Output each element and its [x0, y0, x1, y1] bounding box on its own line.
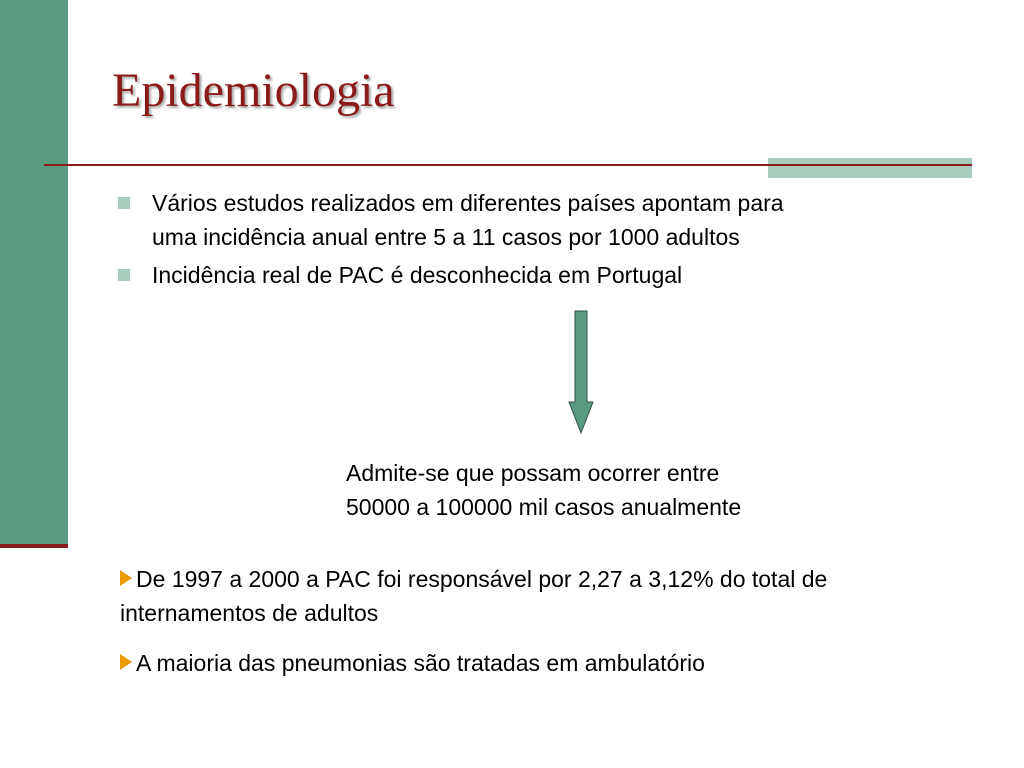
slide-title: Epidemiologia [112, 64, 395, 117]
left-accent-bar-base [0, 544, 68, 548]
point-text: A maioria das pneumonias são tratadas em ambulatório [136, 650, 705, 676]
bullet-item [118, 258, 948, 292]
left-accent-bar [0, 0, 68, 545]
triangle-bullet-icon [120, 570, 132, 586]
bullet-text-line: uma incidência anual entre 5 a 11 casos por 1000 adultos [152, 224, 740, 250]
arrow-point-list [120, 562, 920, 696]
bullet-text-line: Vários estudos realizados em diferentes países apontam para [152, 190, 784, 216]
point-text: De 1997 a 2000 a PAC foi responsável por 2,27 a 3,12% do total de internamentos de adultos [120, 566, 828, 626]
point-item [120, 562, 920, 630]
bullet-list [118, 186, 948, 296]
square-bullet-icon [118, 269, 130, 281]
bullet-item [118, 186, 948, 254]
point-item [120, 646, 920, 680]
arrow-down-icon [567, 310, 595, 436]
square-bullet-icon [118, 197, 130, 209]
estimate-note [346, 456, 741, 524]
note-line: 50000 a 100000 mil casos anualmente [346, 494, 742, 520]
corner-accent-bottom [768, 166, 972, 178]
bullet-text-line: Incidência real de PAC é desconhecida em Portugal [152, 262, 683, 288]
triangle-bullet-icon [120, 654, 132, 670]
note-line: Admite-se que possam ocorrer entre [346, 460, 720, 486]
